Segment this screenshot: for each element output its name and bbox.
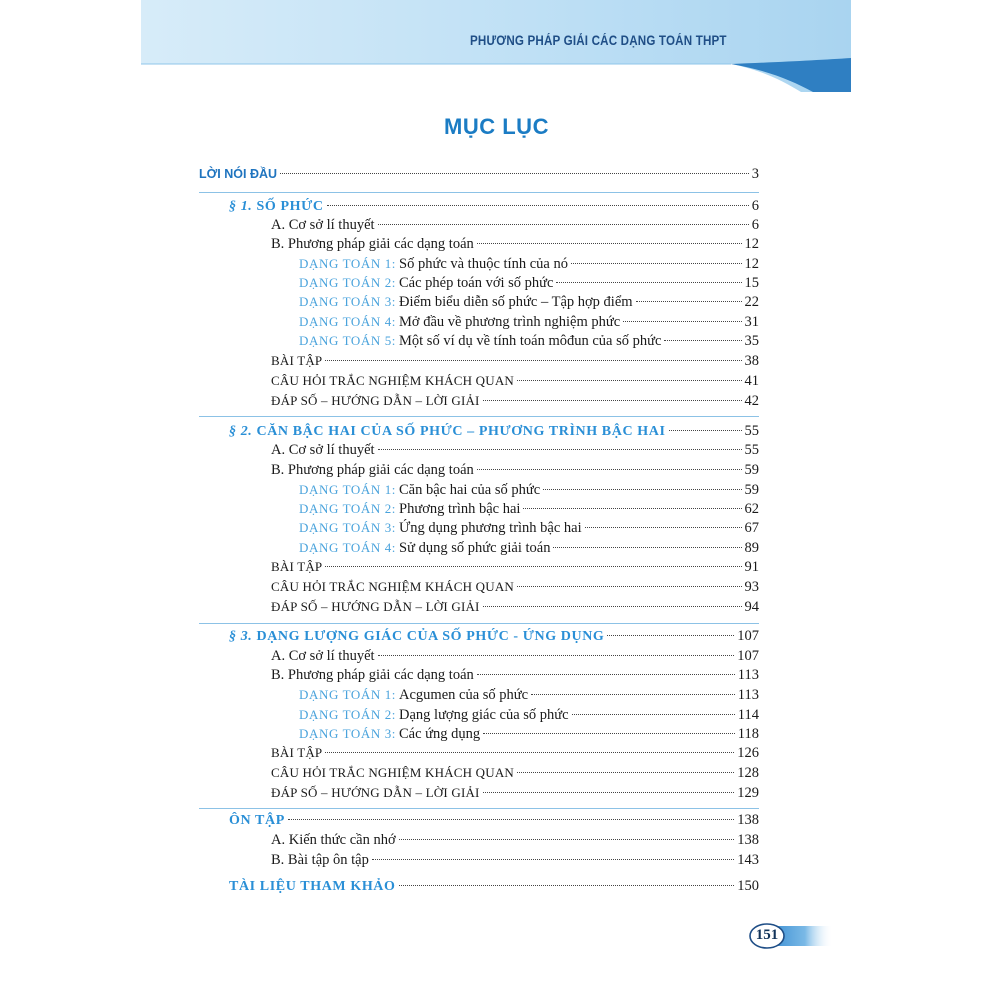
leader-dots: [483, 399, 742, 401]
page-number: 6: [751, 217, 759, 233]
entry-label: BÀI TẬP: [271, 559, 323, 574]
toc-entry-type[interactable]: [299, 314, 759, 333]
toc-entry-type[interactable]: [299, 256, 759, 275]
toc-entry-type[interactable]: [299, 540, 759, 559]
toc-entry-answers[interactable]: [271, 393, 759, 412]
leader-dots: [477, 673, 735, 675]
leader-dots: [280, 172, 749, 174]
leader-dots: [517, 585, 741, 587]
toc-entry-methods[interactable]: [271, 462, 759, 481]
toc-entry-quiz[interactable]: [271, 579, 759, 598]
references-label: TÀI LIỆU THAM KHẢO: [229, 879, 396, 894]
entry-label: Mở đầu về phương trình nghiệm phức: [399, 314, 621, 330]
toc-entry-references[interactable]: [229, 878, 759, 897]
toc-section-review[interactable]: [229, 812, 759, 831]
toc-entry-type[interactable]: [299, 333, 759, 352]
section-title: SỐ PHỨC: [256, 199, 324, 214]
entry-label: B. Phương pháp giải các dạng toán: [271, 667, 474, 683]
type-tag: DẠNG TOÁN 1:: [299, 482, 397, 497]
toc-entry-theory[interactable]: [271, 648, 759, 667]
section-symbol: § 3.: [229, 629, 253, 644]
toc-entry-exercises[interactable]: [271, 745, 759, 764]
page-number: 59: [744, 482, 759, 498]
type-tag: DẠNG TOÁN 2:: [299, 707, 397, 722]
toc-entry-type[interactable]: [299, 687, 759, 706]
entry-label: BÀI TẬP: [271, 745, 323, 760]
toc-entry-type[interactable]: [299, 707, 759, 726]
page-number: 129: [737, 785, 759, 801]
leader-dots: [523, 507, 741, 509]
type-tag: DẠNG TOÁN 2:: [299, 275, 397, 290]
page-number: 113: [737, 687, 759, 703]
leader-dots: [556, 281, 741, 283]
section-title: ÔN TẬP: [229, 813, 285, 828]
toc-entry-answers[interactable]: [271, 599, 759, 618]
leader-dots: [399, 884, 735, 886]
preface-label: LỜI NÓI ĐẦU: [199, 167, 278, 181]
toc-entry-methods[interactable]: [271, 236, 759, 255]
type-tag: DẠNG TOÁN 1:: [299, 687, 397, 702]
entry-label: A. Cơ sở lí thuyết: [271, 648, 375, 664]
page-number: 94: [744, 599, 759, 615]
entry-label: CÂU HỎI TRẮC NGHIỆM KHÁCH QUAN: [271, 765, 515, 780]
page-number: 12: [744, 236, 759, 252]
toc-entry-theory[interactable]: [271, 442, 759, 461]
type-tag: DẠNG TOÁN 4:: [299, 314, 397, 329]
toc-section-1[interactable]: [229, 198, 759, 217]
page-number: 42: [744, 393, 759, 409]
entry-label: A. Cơ sở lí thuyết: [271, 217, 375, 233]
leader-dots: [288, 818, 734, 820]
page-number: 107: [737, 648, 759, 664]
entry-label: Sử dụng số phức giải toán: [399, 540, 551, 556]
page-number: 89: [744, 540, 759, 556]
entry-label: A. Cơ sở lí thuyết: [271, 442, 375, 458]
page-number: 59: [744, 462, 759, 478]
entry-label: Số phức và thuộc tính của nó: [399, 256, 568, 272]
leader-dots: [585, 526, 742, 528]
entry-label: B. Phương pháp giải các dạng toán: [271, 462, 474, 478]
type-tag: DẠNG TOÁN 1:: [299, 256, 397, 271]
leader-dots: [483, 732, 735, 734]
leader-dots: [636, 300, 742, 302]
section-title: DẠNG LƯỢNG GIÁC CỦA SỐ PHỨC - ỨNG DỤNG: [256, 629, 605, 644]
page-number: 12: [744, 256, 759, 272]
page-number: 22: [744, 294, 759, 310]
divider: [199, 192, 759, 193]
leader-dots: [517, 771, 734, 773]
leader-dots: [571, 262, 742, 264]
toc-entry-review-item[interactable]: [271, 832, 759, 851]
page-number: 91: [744, 559, 759, 575]
toc-entry-type[interactable]: [299, 482, 759, 501]
page-number: 67: [744, 520, 759, 536]
leader-dots: [543, 488, 741, 490]
page-title: MỤC LỤC: [444, 114, 549, 139]
type-tag: DẠNG TOÁN 2:: [299, 501, 397, 516]
toc-entry-exercises[interactable]: [271, 559, 759, 578]
entry-label: A. Kiến thức cần nhớ: [271, 832, 396, 848]
toc-section-3[interactable]: [229, 628, 759, 647]
leader-dots: [517, 379, 741, 381]
type-tag: DẠNG TOÁN 3:: [299, 520, 397, 535]
page-number: 150: [737, 878, 759, 894]
leader-dots: [378, 654, 735, 656]
toc-entry-methods[interactable]: [271, 667, 759, 686]
entry-label: CÂU HỎI TRẮC NGHIỆM KHÁCH QUAN: [271, 373, 515, 388]
toc-section-2[interactable]: [229, 423, 759, 442]
toc-entry-quiz[interactable]: [271, 765, 759, 784]
page-number: 6: [751, 198, 759, 214]
page-number: 114: [737, 707, 759, 723]
leader-dots: [669, 429, 742, 431]
entry-label: Các phép toán với số phức: [399, 275, 554, 291]
leader-dots: [553, 546, 741, 548]
entry-label: Các ứng dụng: [399, 726, 481, 742]
leader-dots: [378, 448, 742, 450]
leader-dots: [572, 713, 735, 715]
leader-dots: [378, 223, 749, 225]
section-symbol: § 1.: [229, 199, 253, 214]
page-number: 41: [744, 373, 759, 389]
entry-label: ĐÁP SỐ – HƯỚNG DẪN – LỜI GIẢI: [271, 785, 480, 800]
footer-page-number: 151: [755, 927, 779, 943]
divider: [199, 623, 759, 624]
leader-dots: [483, 791, 735, 793]
entry-label: Một số ví dụ về tính toán môđun của số phức: [399, 333, 662, 349]
page-number: 15: [744, 275, 759, 291]
toc-entry-type[interactable]: [299, 726, 759, 745]
divider: [199, 808, 759, 809]
section-heading: [229, 629, 604, 645]
page-number: 143: [737, 852, 759, 868]
entry-label: Phương trình bậc hai: [399, 501, 521, 517]
toc-entry-type[interactable]: [299, 520, 759, 539]
page-number: 35: [744, 333, 759, 349]
page-number: 55: [744, 442, 759, 458]
leader-dots: [477, 468, 742, 470]
page-number: 113: [737, 667, 759, 683]
entry-label: ĐÁP SỐ – HƯỚNG DẪN – LỜI GIẢI: [271, 393, 480, 408]
leader-dots: [531, 693, 735, 695]
toc-entry-quiz[interactable]: [271, 373, 759, 392]
type-tag: DẠNG TOÁN 3:: [299, 294, 397, 309]
leader-dots: [327, 204, 749, 206]
running-header: PHƯƠNG PHÁP GIẢI CÁC DẠNG TOÁN THPT: [470, 33, 727, 48]
page-number: 31: [744, 314, 759, 330]
entry-label: BÀI TẬP: [271, 353, 323, 368]
page-number: 62: [744, 501, 759, 517]
entry-label: ĐÁP SỐ – HƯỚNG DẪN – LỜI GIẢI: [271, 599, 480, 614]
section-title: CĂN BẬC HAI CỦA SỐ PHỨC – PHƯƠNG TRÌNH BẬC HAI: [256, 424, 666, 439]
page-number: 3: [751, 166, 759, 182]
page-number: 107: [737, 628, 759, 644]
entry-label: Căn bậc hai của số phức: [399, 482, 541, 498]
toc-entry-type[interactable]: [299, 294, 759, 313]
page-number: 118: [737, 726, 759, 742]
toc-entry-preface[interactable]: [199, 166, 759, 185]
leader-dots: [483, 605, 742, 607]
entry-label: Ứng dụng phương trình bậc hai: [399, 520, 582, 536]
page-number: 128: [737, 765, 759, 781]
leader-dots: [372, 858, 734, 860]
entry-label: CÂU HỎI TRẮC NGHIỆM KHÁCH QUAN: [271, 579, 515, 594]
toc-entry-exercises[interactable]: [271, 353, 759, 372]
entry-label: Dạng lượng giác của số phức: [399, 707, 569, 723]
toc-entry-review-item[interactable]: [271, 852, 759, 871]
toc-entry-type[interactable]: [299, 275, 759, 294]
leader-dots: [477, 242, 742, 244]
entry-label: B. Phương pháp giải các dạng toán: [271, 236, 474, 252]
page-number: 138: [737, 832, 759, 848]
type-tag: DẠNG TOÁN 4:: [299, 540, 397, 555]
page-number: 126: [737, 745, 759, 761]
section-heading: [229, 199, 324, 215]
section-symbol: § 2.: [229, 424, 253, 439]
toc-entry-theory[interactable]: [271, 217, 759, 236]
toc-entry-type[interactable]: [299, 501, 759, 520]
leader-dots: [325, 751, 734, 753]
type-tag: DẠNG TOÁN 5:: [299, 333, 397, 348]
page-number: 93: [744, 579, 759, 595]
type-tag: DẠNG TOÁN 3:: [299, 726, 397, 741]
entry-label: B. Bài tập ôn tập: [271, 852, 369, 868]
divider: [199, 416, 759, 417]
section-heading: [229, 424, 666, 440]
leader-dots: [399, 838, 735, 840]
toc-entry-answers[interactable]: [271, 785, 759, 804]
page-number: 55: [744, 423, 759, 439]
entry-label: Acgumen của số phức: [399, 687, 529, 703]
leader-dots: [664, 339, 741, 341]
leader-dots: [325, 359, 741, 361]
leader-dots: [623, 320, 741, 322]
leader-dots: [607, 634, 734, 636]
page-number: 138: [737, 812, 759, 828]
entry-label: Điểm biểu diễn số phức – Tập hợp điểm: [399, 294, 633, 310]
leader-dots: [325, 565, 741, 567]
page-number: 38: [744, 353, 759, 369]
